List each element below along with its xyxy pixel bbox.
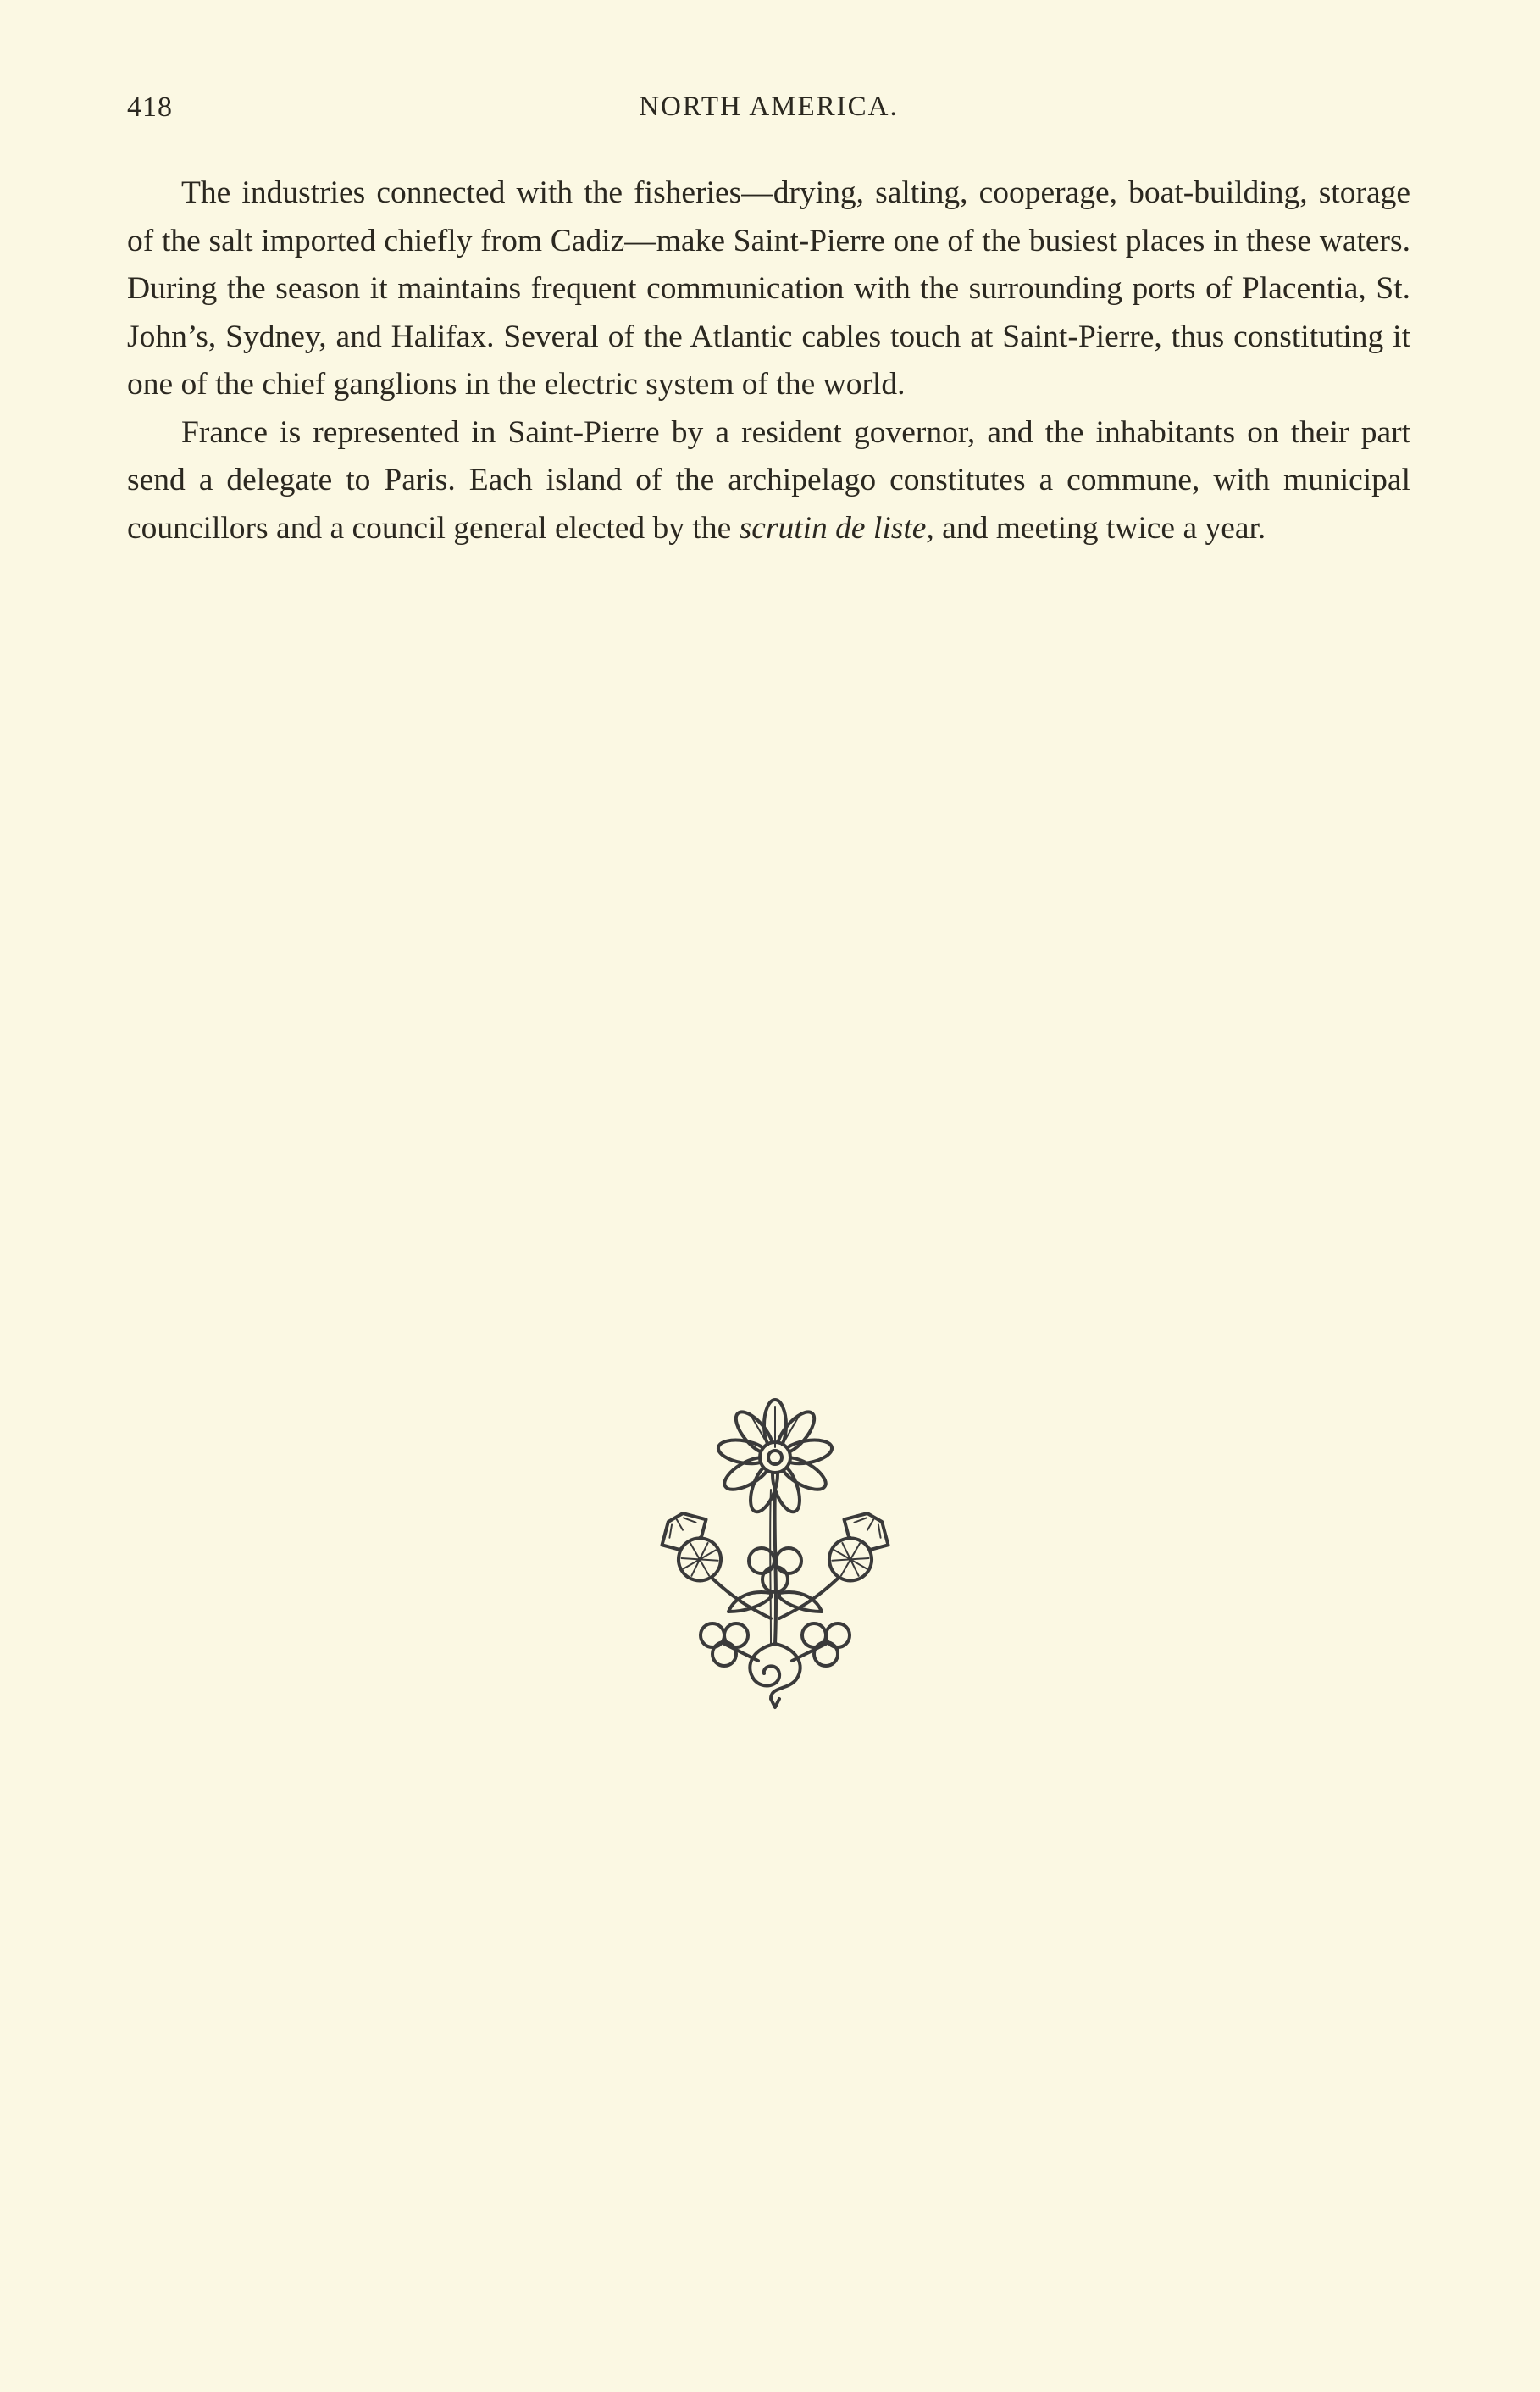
paragraph-text-end: and meeting twice a year.: [933, 510, 1266, 546]
paragraph-government: [127, 409, 1410, 553]
floral-tailpiece-icon: [644, 1390, 906, 1712]
paragraph-fisheries: The industries connected with the fisheries—drying, salting, cooperage, boat-building, storage of the salt imported chiefly from Cadiz—make Saint-Pierre one of the busiest places in these waters. During the season it maintains frequent communication with the surrounding ports of Placentia, St. John’s, Sydney, and Halifax. Several of the Atlantic cables touch at Saint-Pierre, thus constituting it one of the chief ganglions in the electric system of the world.: [127, 175, 1410, 402]
body-text: [127, 169, 1410, 552]
italic-term: scrutin de liste,: [739, 510, 934, 546]
page-header: [127, 92, 1410, 134]
running-head: NORTH AMERICA.: [639, 92, 899, 122]
paragraph-text: France is represented in Saint-Pierre by a resident governor, and the inhabitants on their part send a delegate to Paris. Each island of the archipelago constitutes a commune, with municipal councillors and a council general elected by the: [127, 414, 1410, 546]
page-number: 418: [127, 92, 173, 123]
